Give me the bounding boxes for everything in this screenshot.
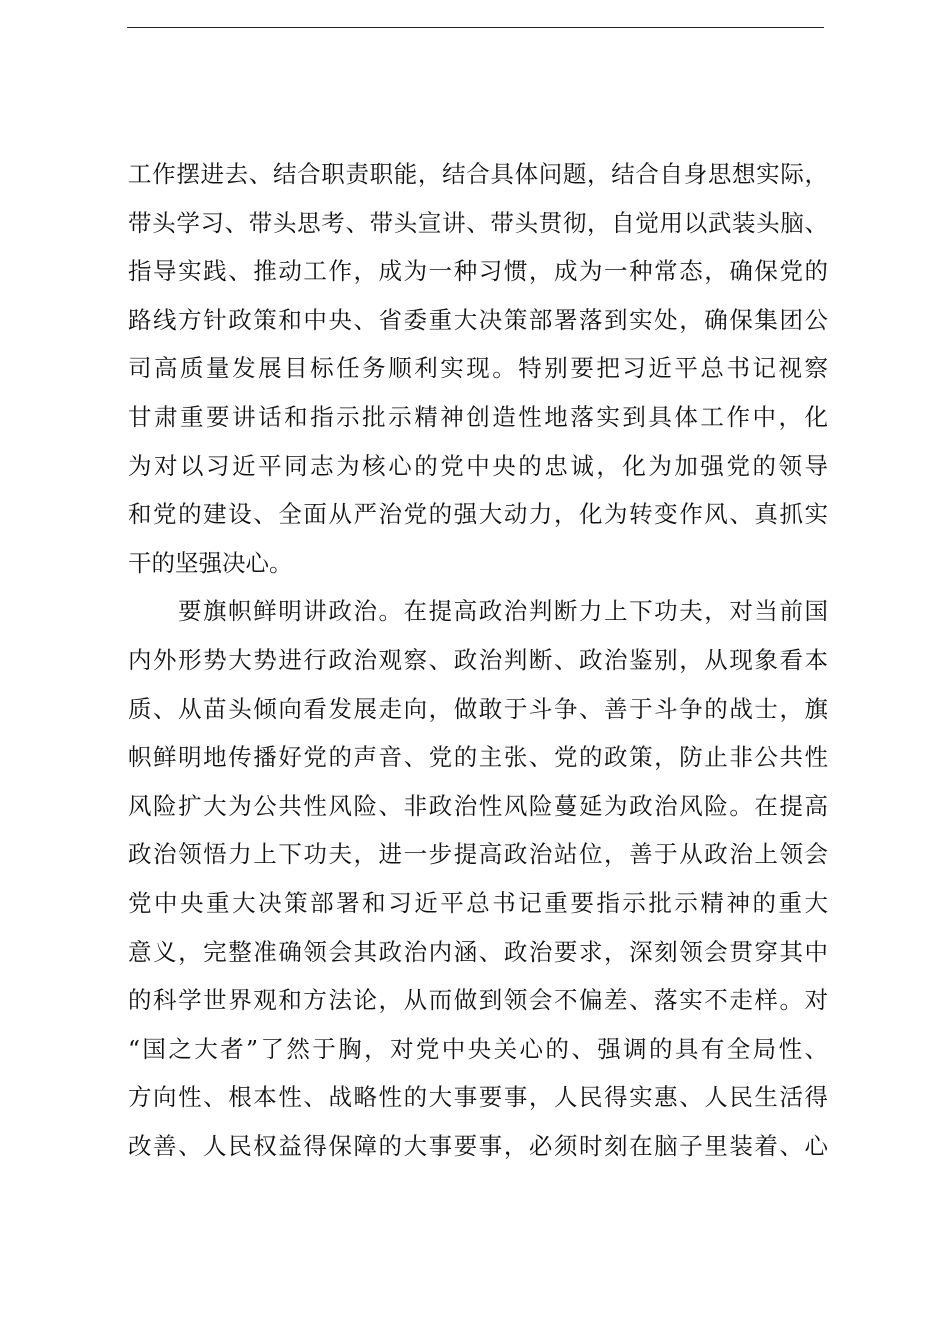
- text-line: 改善、人民权益得保障的大事要事，必须时刻在脑子里装着、心: [128, 1131, 828, 1160]
- text-line: 干的坚强决心。: [128, 548, 293, 577]
- text-line: 的科学世界观和方法论，从而做到领会不偏差、落实不走样。对: [128, 986, 828, 1015]
- text-line: 和党的建设、全面从严治党的强大动力，化为转变作风、真抓实: [128, 500, 828, 529]
- text-line: 为对以习近平同志为核心的党中央的忠诚，化为加强党的领导: [128, 451, 828, 480]
- text-line: “国之大者”了然于胸，对党中央关心的、强调的具有全局性、: [128, 1034, 828, 1063]
- text-line: 指导实践、推动工作，成为一种习惯，成为一种常态，确保党的: [128, 257, 828, 286]
- header-rule: [127, 27, 824, 28]
- text-line: 风险扩大为公共性风险、非政治性风险蔓延为政治风险。在提高: [128, 791, 828, 820]
- text-line: 内外形势大势进行政治观察、政治判断、政治鉴别，从现象看本: [128, 645, 828, 674]
- body-text: [128, 150, 828, 1170]
- text-line: 方向性、根本性、战略性的大事要事，人民得实惠、人民生活得: [128, 1083, 828, 1112]
- text-line: 政治领悟力上下功夫，进一步提高政治站位，善于从政治上领会: [128, 840, 828, 869]
- paragraph-first-line: 要旗帜鲜明讲政治。在提高政治判断力上下功夫，对当前国: [178, 597, 828, 626]
- text-line: 质、从苗头倾向看发展走向，做敢于斗争、善于斗争的战士，旗: [128, 694, 828, 723]
- text-line: 帜鲜明地传播好党的声音、党的主张、党的政策，防止非公共性: [128, 743, 828, 772]
- text-line: 意义，完整准确领会其政治内涵、政治要求，深刻领会贯穿其中: [128, 937, 828, 966]
- text-line: 党中央重大决策部署和习近平总书记重要指示批示精神的重大: [128, 888, 828, 917]
- text-line: 工作摆进去、结合职责职能，结合具体问题，结合自身思想实际，: [128, 160, 828, 188]
- text-line: 带头学习、带头思考、带头宣讲、带头贯彻，自觉用以武装头脑、: [128, 208, 828, 237]
- text-line: 甘肃重要讲话和指示批示精神创造性地落实到具体工作中，化: [128, 402, 828, 431]
- text-line: 司高质量发展目标任务顺利实现。特别要把习近平总书记视察: [128, 354, 828, 383]
- text-line: 路线方针政策和中央、省委重大决策部署落到实处，确保集团公: [128, 305, 828, 334]
